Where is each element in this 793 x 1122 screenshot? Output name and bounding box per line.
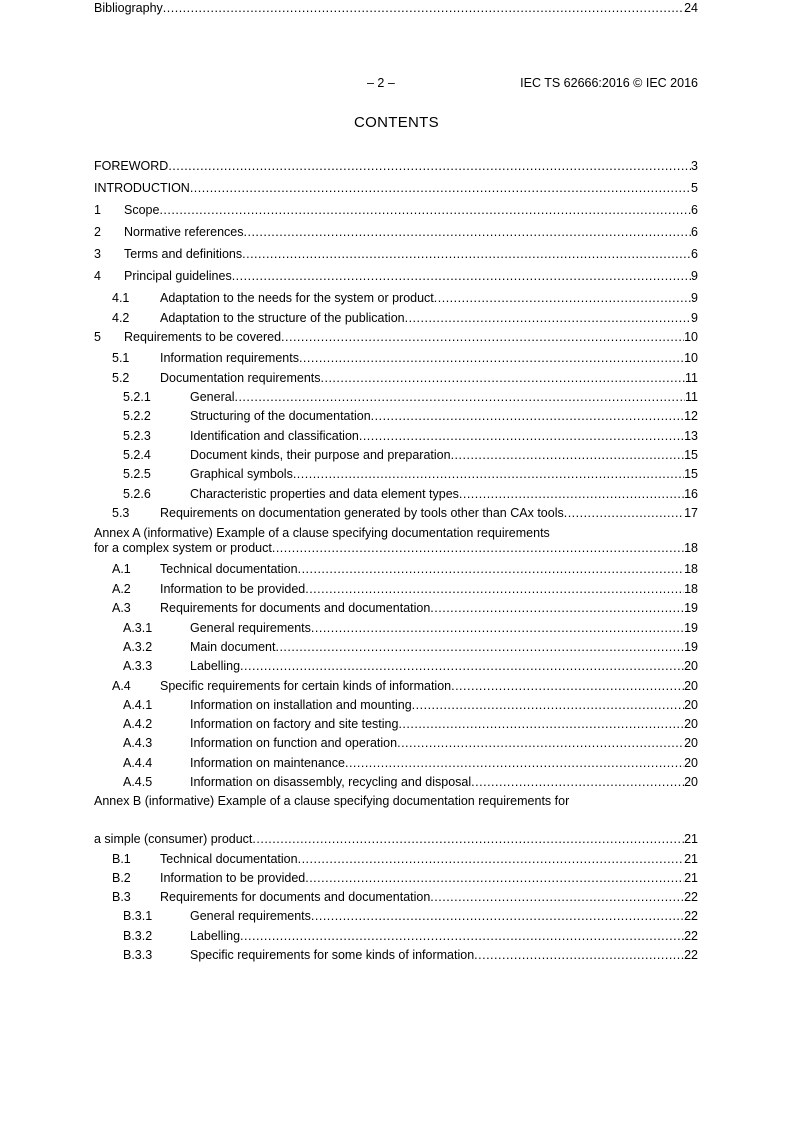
toc-entry-title: Scope	[124, 203, 160, 217]
toc-entry-number: A.4.3	[123, 736, 153, 750]
toc-leader-dots	[299, 350, 684, 366]
toc-leader-dots	[471, 774, 684, 790]
toc-entry-page: 11	[685, 371, 698, 385]
toc-entry-page: 6	[691, 203, 698, 217]
toc-entry-title: Identification and classification	[190, 429, 359, 443]
toc-leader-dots	[275, 639, 684, 655]
toc-entry-number: A.4.5	[123, 775, 153, 789]
toc-entry-page: 19	[684, 601, 698, 615]
toc-entry[interactable]	[94, 246, 698, 262]
toc-entry-page: 3	[691, 159, 698, 173]
toc-entry-page: 18	[684, 541, 698, 555]
toc-entry-number: 5.2.5	[123, 467, 151, 481]
toc-entry-page: 11	[685, 390, 698, 404]
toc-entry[interactable]	[94, 908, 698, 924]
toc-entry-title: Information on maintenance	[190, 756, 345, 770]
toc-entry-page: 22	[684, 948, 698, 962]
toc-entry-page: 15	[684, 448, 698, 462]
toc-entry-page: 6	[691, 225, 698, 239]
toc-leader-dots	[311, 908, 684, 924]
toc-entry-title: Technical documentation	[160, 852, 298, 866]
toc-entry-number: A.3.3	[123, 659, 153, 673]
toc-entry-title: a simple (consumer) product	[94, 832, 253, 846]
toc-entry-page: 20	[684, 659, 698, 673]
toc-leader-dots	[159, 202, 691, 218]
toc-entry[interactable]	[94, 851, 698, 867]
toc-entry[interactable]	[94, 600, 698, 616]
toc-entry-title: Requirements to be covered	[124, 330, 282, 344]
toc-leader-dots	[451, 447, 685, 463]
toc-leader-dots	[305, 581, 684, 597]
toc-entry[interactable]	[94, 774, 698, 790]
toc-entry-number: 5	[94, 330, 101, 344]
toc-entry[interactable]	[94, 716, 698, 732]
toc-entry-number: 2	[94, 225, 101, 239]
toc-leader-dots	[430, 889, 684, 905]
toc-entry-page: 20	[684, 717, 698, 731]
toc-entry-page: 10	[684, 351, 698, 365]
toc-entry-title: Structuring of the documentation	[190, 409, 371, 423]
toc-entry-title: Information on installation and mounting	[190, 698, 412, 712]
toc-leader-dots	[474, 947, 684, 963]
toc-leader-dots	[359, 428, 684, 444]
toc-entry-title: Adaptation to the structure of the publication	[160, 311, 405, 325]
toc-entry-title: Normative references	[124, 225, 244, 239]
toc-leader-dots	[459, 486, 684, 502]
toc-entry-page: 20	[684, 679, 698, 693]
toc-entry[interactable]	[94, 0, 698, 16]
toc-entry-title: Characteristic properties and data element types	[190, 487, 459, 501]
toc-entry-title: Documentation requirements	[160, 371, 321, 385]
toc-entry-number: 4.2	[112, 311, 130, 325]
toc-entry[interactable]	[94, 158, 698, 174]
toc-leader-dots	[298, 851, 685, 867]
toc-entry-page: 10	[684, 330, 698, 344]
toc-entry-title: for a complex system or product	[94, 541, 272, 555]
toc-entry-page: 21	[684, 852, 698, 866]
toc-entry-page: 9	[691, 311, 698, 325]
toc-entry-page: 13	[684, 429, 698, 443]
toc-entry-title: General requirements	[190, 621, 311, 635]
toc-leader-dots	[298, 561, 685, 577]
toc-entry-title: Adaptation to the needs for the system or product	[160, 291, 434, 305]
toc-entry-title: Specific requirements for some kinds of information	[190, 948, 475, 962]
toc-entry-page: 21	[684, 832, 698, 846]
toc-entry-title: Terms and definitions	[124, 247, 243, 261]
toc-entry-title: Specific requirements for certain kinds of information	[160, 679, 452, 693]
toc-entry[interactable]	[94, 561, 698, 577]
toc-entry[interactable]	[94, 947, 698, 963]
toc-entry-title: Requirements on documentation generated by tools other than CAx tools	[160, 506, 564, 520]
toc-leader-dots	[311, 620, 684, 636]
toc-entry-page: 19	[684, 640, 698, 654]
toc-entry-title: Requirements for documents and documentation	[160, 890, 431, 904]
toc-entry[interactable]	[94, 180, 698, 196]
toc-entry-title: General	[190, 390, 235, 404]
toc-entry[interactable]	[94, 268, 698, 284]
toc-leader-dots	[398, 716, 684, 732]
toc-entry-page: 22	[684, 890, 698, 904]
toc-entry[interactable]	[94, 447, 698, 463]
toc-entry-page: 15	[684, 467, 698, 481]
toc-entry-title: Information on disassembly, recycling and disposal	[190, 775, 472, 789]
toc-entry-title: Information on function and operation	[190, 736, 398, 750]
toc-entry-title: Main document	[190, 640, 276, 654]
toc-entry-number: A.4.4	[123, 756, 153, 770]
toc-entry-number: B.2	[112, 871, 131, 885]
toc-entry-number: 5.2.3	[123, 429, 151, 443]
toc-leader-dots	[397, 735, 684, 751]
toc-entry-number: A.1	[112, 562, 131, 576]
toc-entry-number: A.2	[112, 582, 131, 596]
toc-leader-dots	[252, 831, 684, 847]
toc-entry-title: Information on factory and site testing	[190, 717, 399, 731]
toc-entry-number: A.3	[112, 601, 131, 615]
toc-entry-title: Information requirements	[160, 351, 299, 365]
page-number: – 2 –	[367, 76, 395, 90]
toc-leader-dots	[405, 310, 691, 326]
toc-entry[interactable]	[94, 290, 698, 306]
toc-entry-number: B.3.1	[123, 909, 153, 923]
toc-entry-number: 5.2.6	[123, 487, 151, 501]
toc-entry-number: 1	[94, 203, 101, 217]
toc-entry-number: A.3.2	[123, 640, 153, 654]
toc-entry-title: Technical documentation	[160, 562, 298, 576]
toc-entry-page: 22	[684, 929, 698, 943]
toc-entry-number: B.1	[112, 852, 131, 866]
toc-entry-title: Bibliography	[94, 1, 163, 15]
toc-entry[interactable]	[94, 697, 698, 713]
toc-entry-page: 19	[684, 621, 698, 635]
toc-entry-title: General requirements	[190, 909, 311, 923]
toc-entry-page: 9	[691, 269, 698, 283]
toc-entry-number: A.4.2	[123, 717, 153, 731]
toc-entry-page: 5	[691, 181, 698, 195]
toc-entry-number: 4	[94, 269, 101, 283]
toc-leader-dots	[564, 505, 684, 521]
toc-entry[interactable]	[94, 540, 698, 556]
toc-entry-page: 18	[684, 582, 698, 596]
toc-entry-page: 6	[691, 247, 698, 261]
toc-leader-dots	[451, 678, 684, 694]
toc-annex-heading[interactable]: Annex A (informative) Example of a clause specifying documentation requirements	[94, 526, 550, 540]
toc-leader-dots	[321, 370, 686, 386]
toc-entry-page: 9	[691, 291, 698, 305]
toc-leader-dots	[163, 0, 684, 16]
toc-entry[interactable]	[94, 202, 698, 218]
toc-entry-page: 16	[684, 487, 698, 501]
toc-entry-page: 18	[684, 562, 698, 576]
page-title: CONTENTS	[354, 114, 439, 131]
toc-entry[interactable]	[94, 310, 698, 326]
toc-entry-title: FOREWORD	[94, 159, 169, 173]
toc-leader-dots	[234, 389, 685, 405]
toc-entry-page: 22	[684, 909, 698, 923]
toc-leader-dots	[371, 408, 684, 424]
toc-entry[interactable]	[94, 329, 698, 345]
toc-entry[interactable]	[94, 581, 698, 597]
toc-entry[interactable]	[94, 678, 698, 694]
toc-entry[interactable]	[94, 658, 698, 674]
toc-leader-dots	[232, 268, 691, 284]
toc-leader-dots	[244, 224, 692, 240]
toc-entry[interactable]	[94, 466, 698, 482]
toc-entry[interactable]	[94, 428, 698, 444]
toc-leader-dots	[168, 158, 691, 174]
toc-entry[interactable]	[94, 370, 698, 386]
toc-entry[interactable]	[94, 639, 698, 655]
toc-entry[interactable]	[94, 350, 698, 366]
toc-leader-dots	[240, 928, 684, 944]
toc-entry-title: Document kinds, their purpose and preparation	[190, 448, 451, 462]
toc-entry[interactable]	[94, 889, 698, 905]
toc-entry-page: 17	[684, 506, 698, 520]
toc-entry-number: 5.2.2	[123, 409, 151, 423]
toc-entry[interactable]	[94, 505, 698, 521]
toc-entry-title: Principal guidelines	[124, 269, 232, 283]
toc-entry-number: 5.2	[112, 371, 130, 385]
toc-leader-dots	[293, 466, 684, 482]
toc-entry[interactable]	[94, 486, 698, 502]
toc-leader-dots	[305, 870, 684, 886]
toc-leader-dots	[190, 180, 691, 196]
toc-entry[interactable]	[94, 408, 698, 424]
toc-entry-title: Information to be provided	[160, 871, 306, 885]
toc-entry[interactable]	[94, 928, 698, 944]
toc-leader-dots	[434, 290, 691, 306]
toc-annex-heading[interactable]: Annex B (informative) Example of a clause specifying documentation requirements for	[94, 794, 570, 808]
toc-entry-page: 24	[684, 1, 698, 15]
toc-entry-title: INTRODUCTION	[94, 181, 190, 195]
toc-entry-page: 21	[684, 871, 698, 885]
toc-entry-page: 20	[684, 736, 698, 750]
toc-entry-number: B.3	[112, 890, 131, 904]
toc-entry-number: A.4.1	[123, 698, 153, 712]
toc-entry-title: Graphical symbols	[190, 467, 293, 481]
toc-entry-number: A.3.1	[123, 621, 153, 635]
toc-entry-page: 20	[684, 775, 698, 789]
toc-leader-dots	[240, 658, 684, 674]
toc-leader-dots	[272, 540, 684, 556]
toc-entry-title: Labelling	[190, 929, 241, 943]
toc-entry[interactable]	[94, 831, 698, 847]
toc-entry-number: 5.3	[112, 506, 130, 520]
toc-entry[interactable]	[94, 620, 698, 636]
toc-entry[interactable]	[94, 735, 698, 751]
toc-entry[interactable]	[94, 755, 698, 771]
toc-entry-number: B.3.2	[123, 929, 153, 943]
toc-entry-number: 3	[94, 247, 101, 261]
toc-entry-page: 12	[684, 409, 698, 423]
toc-entry-number: B.3.3	[123, 948, 153, 962]
toc-entry-title: Information to be provided	[160, 582, 306, 596]
toc-leader-dots	[430, 600, 684, 616]
toc-entry[interactable]	[94, 870, 698, 886]
document-reference: IEC TS 62666:2016 © IEC 2016	[520, 76, 698, 90]
toc-entry[interactable]	[94, 224, 698, 240]
toc-leader-dots	[345, 755, 684, 771]
toc-entry-title: Labelling	[190, 659, 241, 673]
toc-entry-number: 5.1	[112, 351, 130, 365]
toc-entry-number: A.4	[112, 679, 131, 693]
toc-entry-title: Requirements for documents and documentation	[160, 601, 431, 615]
toc-entry[interactable]	[94, 389, 698, 405]
toc-entry-page: 20	[684, 756, 698, 770]
toc-entry-number: 4.1	[112, 291, 130, 305]
toc-entry-number: 5.2.1	[123, 390, 151, 404]
toc-leader-dots	[242, 246, 691, 262]
toc-entry-page: 20	[684, 698, 698, 712]
toc-leader-dots	[412, 697, 684, 713]
toc-leader-dots	[281, 329, 684, 345]
toc-entry-number: 5.2.4	[123, 448, 151, 462]
